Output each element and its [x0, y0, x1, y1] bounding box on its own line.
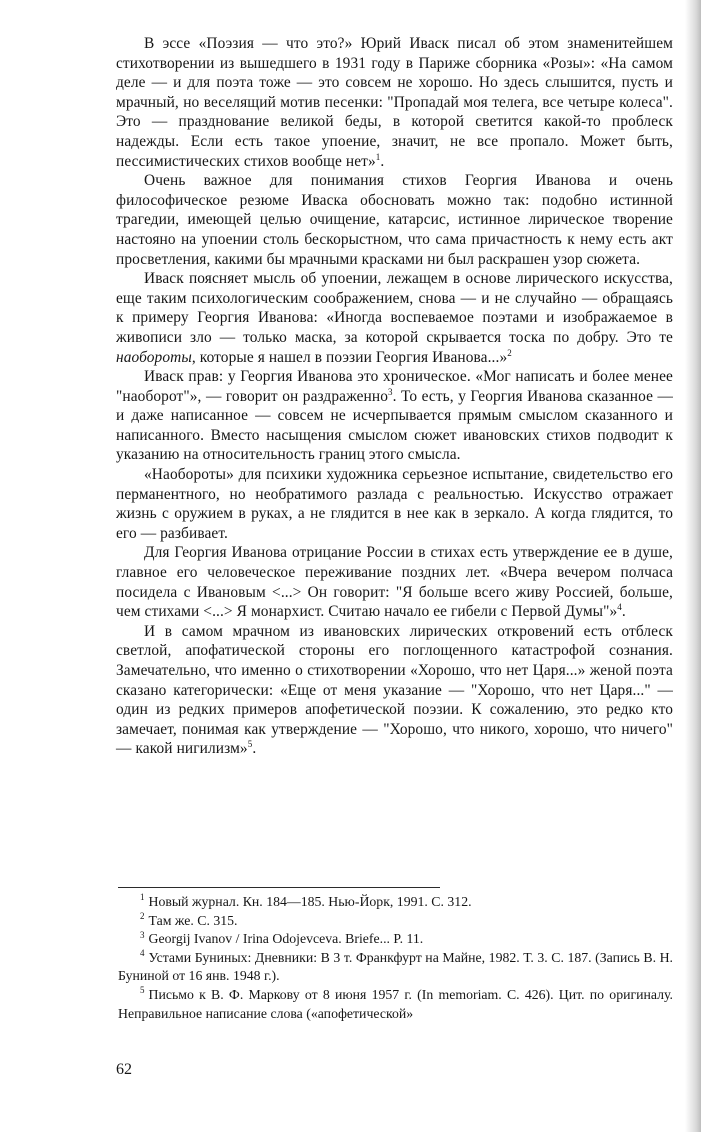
footnotes: [118, 893, 673, 1023]
page-number: 62: [116, 1061, 132, 1078]
footnote-text: Устами Буниных: Дневники: В 3 т. Франкфурт на Майне, 1982. Т. 3. С. 187. (Запись В. Н. Буниной от 16 янв. 1948 г.).: [118, 949, 673, 984]
footnote-1: [118, 893, 673, 912]
paragraph-3-text-a: Иваск поясняет мысль об упоении, лежащем в основе лирического искусства, еще таким психологическим соображением, снова — и не случайно — обращаясь к примеру Георгия Иванова: «Иногда воспеваемое поэтами и изображаемое в живописи зло — только маска, за которой скрывается тоска по добру. Это те: [116, 270, 673, 346]
footnote-ref-1: 1: [375, 151, 381, 162]
paragraph-7: И в самом мрачном из ивановских лирических откровений есть отблеск светлой, апофатической стороны его поглощенного катастрофой сознания. Замечательно, что именно о стихотворении «Хорошо, что нет Царя...» женой поэта сказано категорически: «Еще от меня указание — "Хорошо, что нет Царя..." — один из редких примеров апофетической поэзии. К сожалению, это редко кто замечает, понимая как утверждение — "Хорошо, что никого, хорошо, что ничего" — какой нигилизм»$^5$.: [116, 622, 673, 758]
footnote-number: 3: [140, 929, 145, 940]
footnote-number: 5: [140, 985, 145, 996]
paragraph-5: [116, 465, 673, 543]
paragraph-7-text: И в самом мрачном из ивановских лирических откровений есть отблеск светлой, апофатической стороны его поглощенного катастрофой сознания. Замечательно, что именно о стихотворении «Хорошо, что нет Царя...» женой поэта сказано категорически: «Еще от меня указание — "Хорошо, что нет Царя..." — один из редких примеров апофетической поэзии. К сожалению, это редко кто замечает, понимая как утверждение — "Хорошо, что никого, хорошо, что ничего" — какой нигилизм»: [116, 622, 673, 758]
paragraph-5-text: «Наобороты» для психики художника серьезное испытание, свидетельство его перманентного, но необратимого разлада с реальностью. Искусство отражает жизнь с оружием в руках, а не глядится в нее как в зеркало. А когда глядится, то его — разбивает.: [116, 466, 673, 542]
footnote-divider: [118, 887, 440, 888]
footnote-ref-4: 4: [617, 602, 622, 613]
paragraph-4: [116, 367, 673, 465]
paragraph-6: Для Георгия Иванова отрицание России в стихах есть утверждение ее в душе, главное его человеческое переживание поздних лет. «Вчера вечером полчаса посидела с Ивановым <...> Он говорит: "Я больше всего живу Россией, больше, чем стихами <...> Я монархист. Считаю начало ее гибели с Первой Думы"»$^4$.: [116, 544, 673, 621]
paragraph-2: [116, 171, 673, 269]
paragraph-1-text: В эссе «Поэзия — что это?» Юрий Иваск писал об этом знаменитейшем стихотворении из вышедшего в 1931 году в Париже сборника «Розы»: «На самом деле — и для поэта тоже — это совсем не хорошо. Но здесь слышится, пусть и мрачный, но веселящий мотив песенки: "Пропадай моя телега, все четыре колеса". Это — празднование великой беды, в которой светится какой-то проблеск надежды. Если есть такое упоение, значит, не все пропало. Может быть, пессимистических стихов вообще нет»: [116, 35, 673, 170]
footnote-ref-2: 2: [507, 347, 512, 358]
page-edge-shadow: [685, 0, 701, 1132]
footnote-5: [118, 986, 673, 1023]
paragraph-4-text-a: Иваск прав: у Георгия Иванова это хроническое. «Мог написать и более менее "наоборот"», — говорит он раздраженно: [116, 368, 673, 405]
footnote-text: Georgij Ivanov / Irina Odojevceva. Briefe... P. 11.: [148, 931, 424, 947]
italic-term: наобороты: [116, 348, 192, 366]
body-text: [116, 34, 673, 759]
footnote-ref-3: 3: [388, 386, 393, 397]
paragraph-4-text-b: . То есть, у Георгия Иванова сказанное — и даже написанное — совсем не исчерпывается прямым смыслом сказанного и написанного. Вместо насыщения смыслом сюжет ивановских стихов подводит к указанию на относительность границ этого смысла.: [116, 387, 673, 464]
footnote-4: [118, 949, 673, 986]
footnote-2: [118, 912, 673, 931]
paragraph-1: В эссе «Поэзия — что это?» Юрий Иваск писал об этом знаменитейшем стихотворении из вышедшего в 1931 году в Париже сборника «Розы»: «На самом деле — и для поэта тоже — это совсем не хорошо. Но здесь слышится, пусть и мрачный, но веселящий мотив песенки: "Пропадай моя телега, все четыре колеса". Это — празднование великой беды, в которой светится какой-то проблеск надежды. Если есть такое упоение, значит, не все пропало. Может быть, пессимистических стихов вообще нет»$^1$.: [116, 35, 673, 170]
footnote-text: Письмо к В. Ф. Маркову от 8 июня 1957 г. (In memoriam. С. 426). Цит. по оригиналу. Неправильное написание слова («апофетической»: [118, 986, 673, 1021]
footnote-number: 1: [140, 892, 145, 903]
footnote-number: 2: [140, 911, 145, 921]
footnote-number: 4: [140, 948, 145, 959]
footnote-text: Там же. С. 315.: [148, 912, 238, 928]
footnote-3: [118, 930, 673, 949]
paragraph-2-text: Очень важное для понимания стихов Георгия Иванова и очень философическое резюме Иваска обосновать можно так: подобно истинной трагедии, имеющей целью очищение, катарсис, истинное лирическое творение настояно на упоении столь бескорыстном, что сама причастность к нему есть акт просветления, какими бы мрачными красками ни был раскрашен узор сюжета.: [116, 172, 673, 268]
footnote-text: Новый журнал. Кн. 184—185. Нью-Йорк, 1991. С. 312.: [148, 894, 472, 909]
paragraph-3: [116, 269, 673, 367]
paragraph-6-text: Для Георгия Иванова отрицание России в стихах есть утверждение ее в душе, главное его человеческое переживание поздних лет. «Вчера вечером полчаса посидела с Ивановым <...> Он говорит: "Я больше всего живу Россией, больше, чем стихами <...> Я монархист. Считаю начало ее гибели с Первой Думы"»: [116, 544, 673, 621]
paragraph-3-text-b: , которые я нашел в поэзии Георгия Иванова...»: [191, 348, 508, 366]
footnote-ref-5: 5: [247, 739, 253, 750]
